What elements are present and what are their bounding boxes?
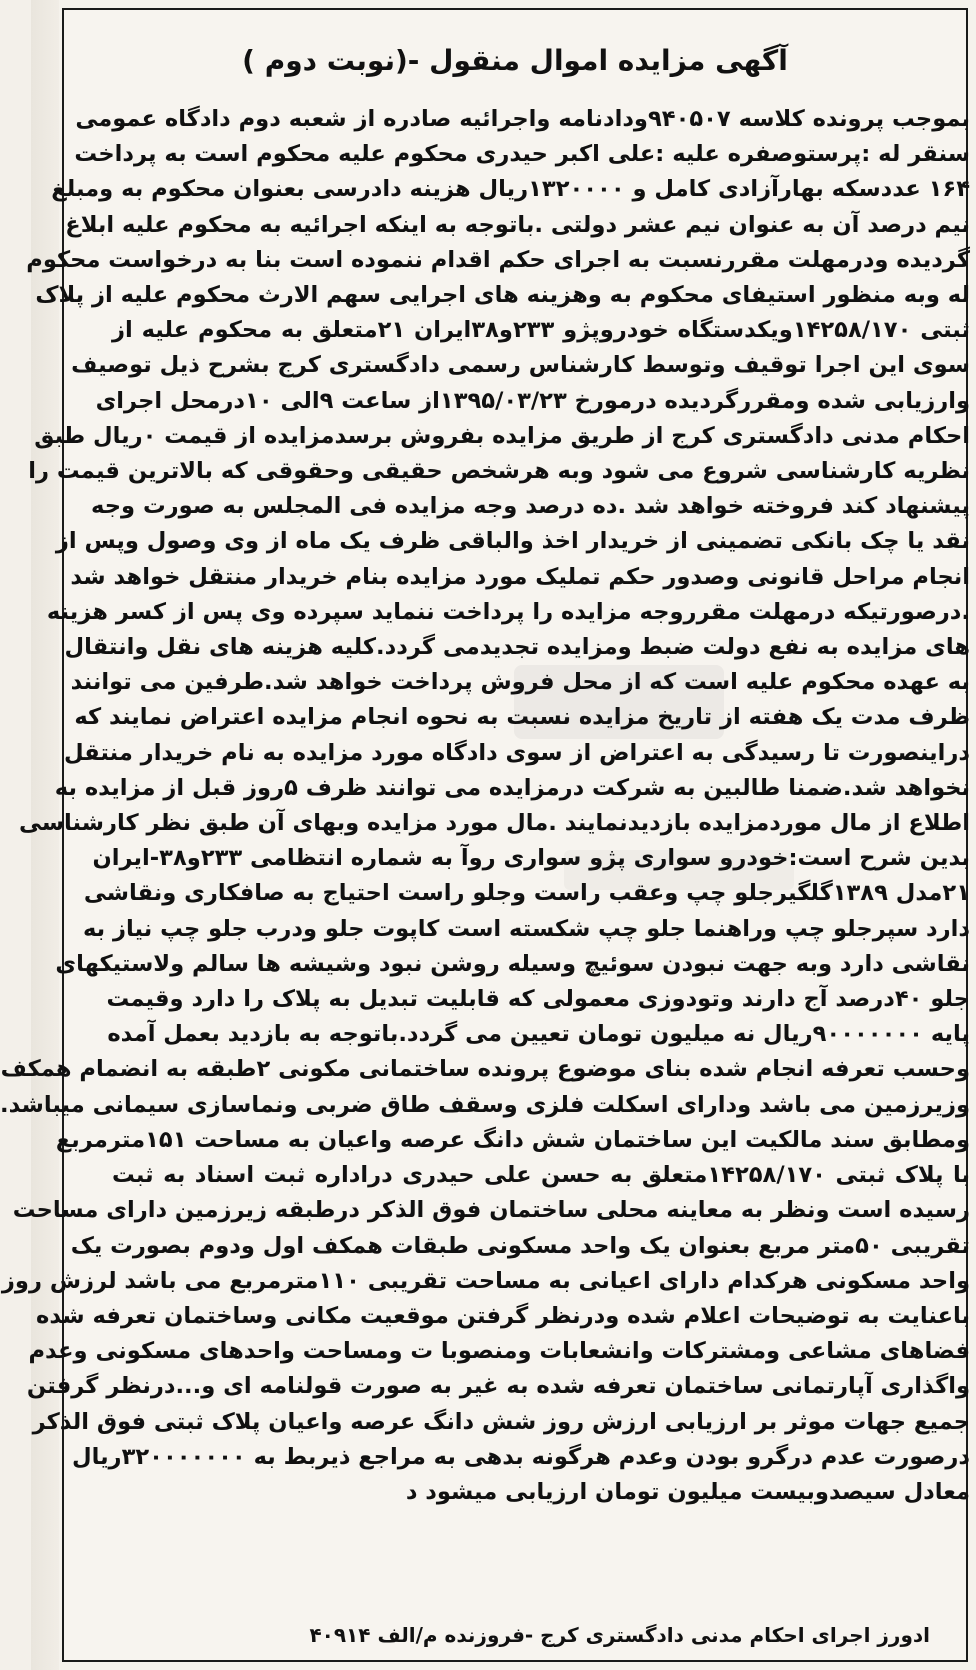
body-line: بموجب پرونده کلاسه ۹۴۰۵۰۷ودادنامه واجرائیه صادره از شعبه دوم دادگاه عمومی (75, 106, 970, 132)
body-line: نقد یا چک بانکی تضمینی از خریدار اخذ والباقی ظرف یک ماه از وی وصول وپس از (55, 528, 970, 555)
body-line: بدین شرح است:خودرو سواری پژو سواری روآ به شماره انتظامی ۲۳۳و۳۸-ایران (92, 845, 970, 872)
notice-title: آگهی مزایده اموال منقول -(نوبت دوم ) (242, 44, 788, 77)
body-line: واحد مسکونی هرکدام دارای اعیانی به مساحت تقریبی ۱۱۰مترمربع می باشد لرزش روز (1, 1267, 970, 1294)
notice-frame (0, 8, 971, 1662)
body-line: احکام مدنی دادگستری کرج از طریق مزایده بفروش برسدمزایده از قیمت ٠ریال طبق (34, 422, 970, 449)
body-line: نقاشی دارد وبه جهت نبودن سوئیچ وسیله روشن نبود وشیشه ها سالم ولاستیکهای (55, 950, 970, 977)
body-line: جلو ۴۰درصد آج دارند وتودوزی معمولی که قابلیت تبدیل به پلاک را دارد وقیمت (106, 986, 970, 1013)
body-line: سوی این اجرا توقیف وتوسط کارشناس رسمی دادگستری کرج بشرح ذیل توصیف (71, 352, 970, 379)
body-line: .درصورتیکه درمهلت مقرروجه مزایده را پرداخت ننماید سپرده وی پس از کسر هزینه (46, 598, 970, 625)
body-line: ۱۶۴ عددسکه بهارآزادی کامل و ۱۳۲۰۰۰۰ریال هزینه دادرسی بعنوان محکوم به ومبلغ (51, 176, 970, 203)
body-line: له وبه منظور استیفای محکوم به وهزینه های اجرایی سهم الارث محکوم علیه از پلاک (35, 282, 970, 309)
body-line: های مزایده به نفع دولت ضبط ومزایده تجدیدمی گردد.کلیه هزینه های نقل وانتقال (64, 634, 970, 661)
body-line: نخواهد شد.ضمنا طالبین به شرکت درمزایده می توانند ظرف ۵روز قبل از مزایده به (54, 774, 970, 801)
footer-signature: ادورز اجرای احکام مدنی دادگستری کرج -فروزنده م/الف ۴۰۹۱۴ (309, 1623, 930, 1647)
body-line: به عهده محکوم علیه است که از محل فروش پرداخت خواهد شد.طرفین می توانند (70, 669, 970, 696)
body-line: رسیده است ونظر به معاینه محلی ساختمان فوق الذکر درطبقه زیرزمین دارای مساحت (12, 1197, 970, 1224)
body-line: جمیع جهات موثر بر ارزیابی ارزش روز شش دانگ عرصه واعیان پلاک ثبتی فوق الذکر (32, 1408, 970, 1435)
body-line: دارد سپرجلو چپ وراهنما جلو چپ شکسته است کاپوت جلو ودرب جلو چپ نیاز به (82, 915, 970, 942)
body-line: سنقر له :پرستوصفره علیه :علی اکبر حیدری محکوم علیه محکوم است به پرداخت (74, 141, 970, 168)
body-line: ظرف مدت یک هفته از تاریخ مزایده نسبت به نحوه انجام مزایده اعتراض نمایند که (74, 704, 970, 731)
body-line: وزیرزمین می باشد ودارای اسکلت فلزی وسقف طاق ضربی ونماسازی سیمانی میباشد. (0, 1091, 970, 1118)
body-line: نظریه کارشناسی شروع می شود وبه هرشخص حقیقی وحقوقی که بالاترین قیمت را (28, 458, 970, 485)
body-line: معادل سیصدوبیست میلیون تومان ارزیابی میشود د (405, 1478, 970, 1505)
body-line: فضاهای مشاعی ومشترکات وانشعابات ومنصوبا ت ومساحت واحدهای مسکونی وعدم (28, 1338, 970, 1365)
body-line: دراینصورت تا رسیدگی به اعتراض از سوی دادگاه مورد مزایده به نام خریدار منتقل (63, 739, 970, 766)
body-line: پیشنهاد کند فروخته خواهد شد .ده درصد وجه مزایده فی المجلس به صورت وجه (91, 493, 970, 520)
body-line: تقریبی ۵۰متر مربع بعنوان یک واحد مسکونی طبقات همکف اول ودوم بصورت یک (70, 1232, 970, 1259)
body-line: نیم درصد آن به عنوان نیم عشر دولتی .باتوجه به اینکه اجرائیه به محکوم علیه ابلاغ (65, 211, 970, 238)
body-line: ثبتی ۱۴۲۵۸/۱۷۰ویکدستگاه خودروپژو ۲۳۳و۳۸ایران ۲۱متعلق به محکوم علیه از (112, 317, 971, 344)
body-line: گردیده ودرمهلت مقررنسبت به اجرای حکم اقدام ننموده است بنا به درخواست محکوم (26, 246, 970, 273)
body-line: انجام مراحل قانونی وصدور حکم تملیک مورد مزایده بنام خریدار منتقل خواهد شد (70, 563, 970, 590)
body-line: ومطابق سند مالکیت این ساختمان شش دانگ عرصه واعیان به مساحت ۱۵۱مترمربع (55, 1126, 970, 1153)
body-line: پایه ۹۰۰۰۰۰۰۰ریال نه میلیون تومان تعیین می گردد.باتوجه به بازدید بعمل آمده (107, 1021, 970, 1048)
notice-body (0, 102, 971, 1510)
body-line: درصورت عدم درگرو بودن وعدم هرگونه بدهی به مراجع ذیربط به ۳۲۰۰۰۰۰۰۰ریال (71, 1443, 970, 1470)
body-line: وارزیابی شده ومقررگردیده درمورخ ۱۳۹۵/۰۳/۲۳از ساعت ۹الی ۱۰درمحل اجرای (95, 387, 970, 414)
body-line: واگذاری آپارتمانی ساختمان تعرفه شده به غیر به صورت قولنامه ای و...درنظر گرفتن (26, 1373, 970, 1400)
body-line: با پلاک ثبتی ۱۴۲۵۸/۱۷۰متعلق به حسن علی حیدری دراداره ثبت اسناد به ثبت (112, 1162, 970, 1189)
body-line: وحسب تعرفه انجام شده بنای موضوع پرونده ساختمانی مکونی ۲طبقه به انضمام همکف (0, 1056, 970, 1083)
notice-footer (112, 1623, 930, 1647)
body-line: اطلاع از مال موردمزایده بازدیدنمایند .مال مورد مزایده وبهای آن طبق نظر کارشناسی (18, 810, 970, 837)
body-line: باعنایت به توضیحات اعلام شده ودرنظر گرفتن موقعیت مکانی وساختمان تعرفه شده (36, 1302, 970, 1329)
body-line: ۲۱مدل ۱۳۸۹گلگیرجلو چپ وعقب راست وجلو راست احتیاج به صافکاری ونقاشی (83, 880, 970, 907)
